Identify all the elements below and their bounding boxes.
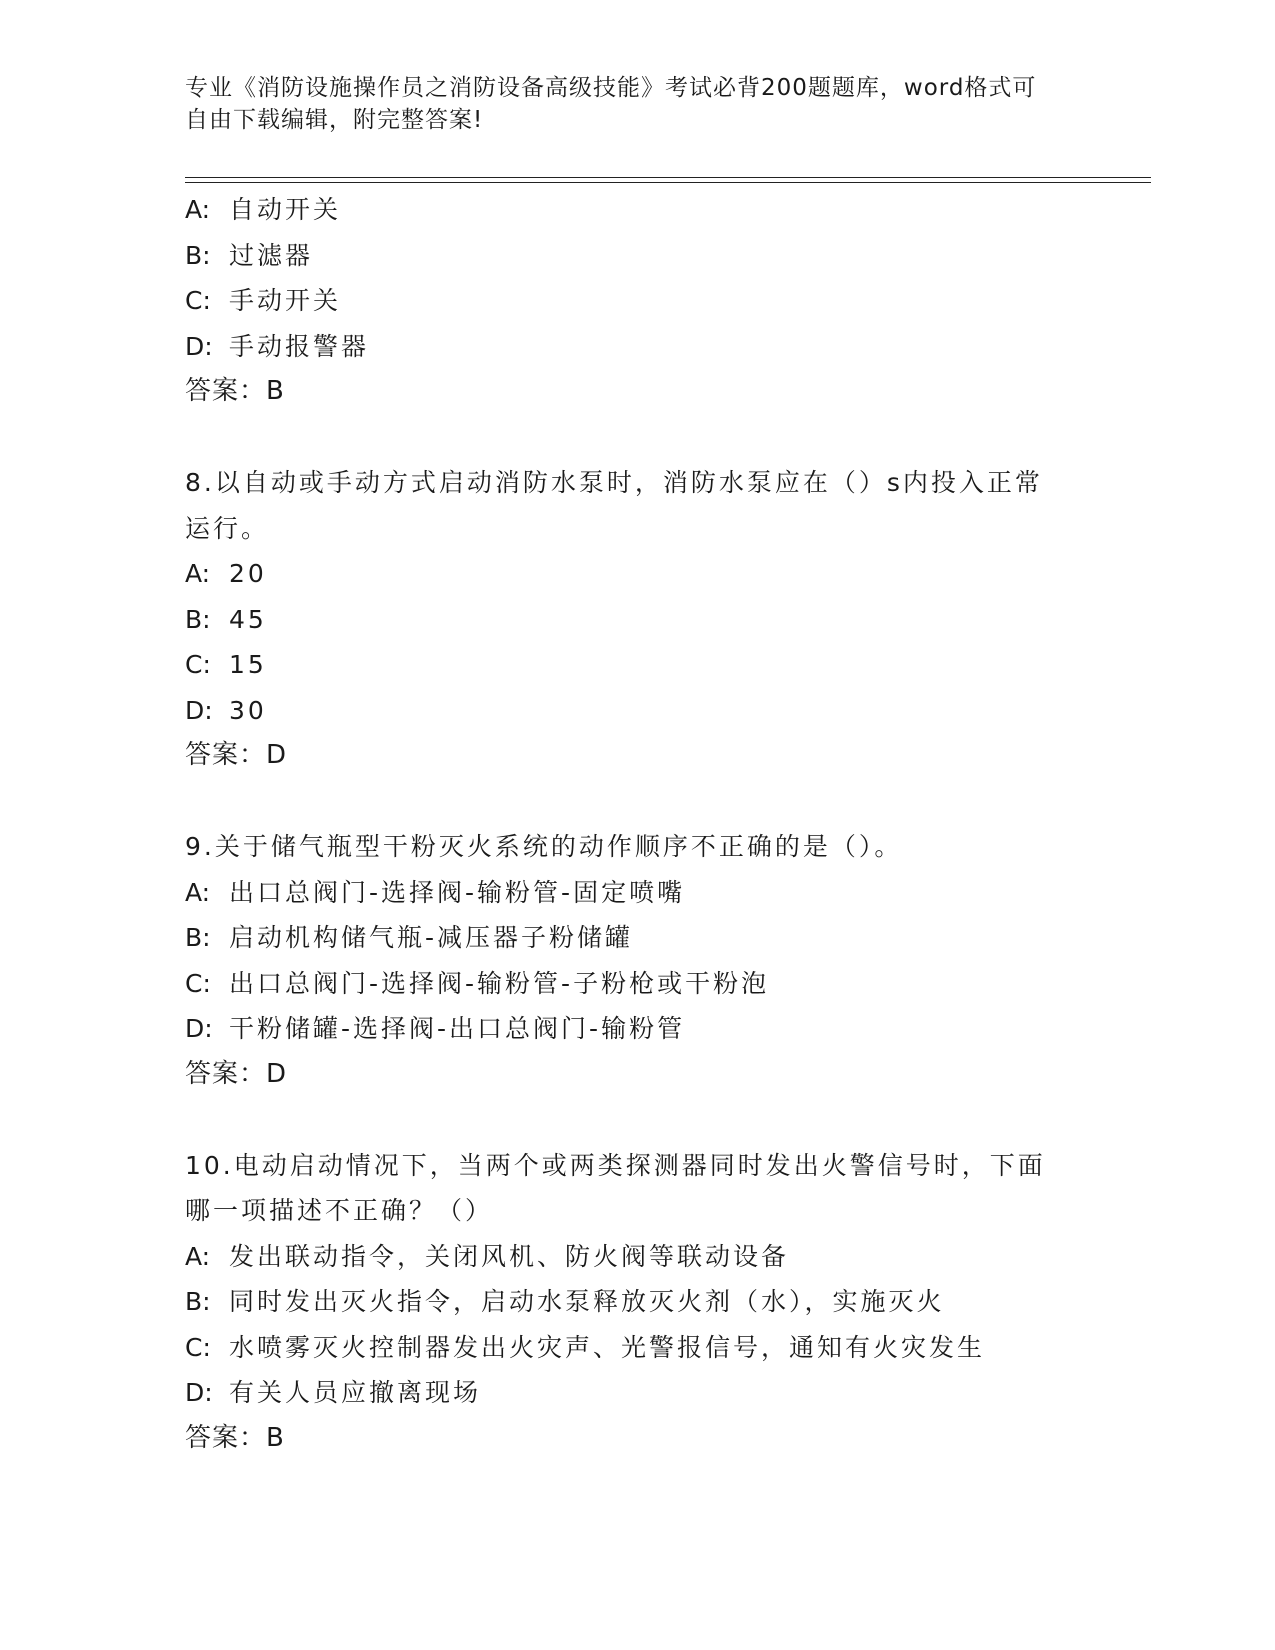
question-stem-cont: 运行。: [185, 513, 270, 543]
header-divider-top: [185, 177, 1151, 178]
answer: 答案：B: [185, 376, 285, 406]
option-c: C: 手动开关: [185, 286, 342, 315]
option-d: D: 有关人员应撤离现场: [185, 1378, 482, 1407]
option-a: A: 出口总阀门-选择阀-输粉管-固定喷嘴: [185, 877, 686, 907]
option-d: D: 30: [185, 695, 267, 725]
answer: 答案：D: [185, 740, 288, 770]
option-b: B: 过滤器: [185, 240, 314, 270]
option-d: D: 干粉储罐-选择阀-出口总阀门-输粉管: [185, 1014, 686, 1043]
header-line-1: 专业《消防设施操作员之消防设备高级技能》考试必背200题题库，word格式可: [185, 75, 1037, 101]
question-8: [185, 460, 1125, 779]
question-10: [185, 1143, 1125, 1462]
option-b: B: 45: [185, 604, 267, 634]
option-c: C: 水喷雾灭火控制器发出火灾声、光警报信号，通知有火灾发生: [185, 1332, 986, 1362]
question-stem-cont: 哪一项描述不正确？（）: [185, 1196, 494, 1225]
question-stem: 8.以自动或手动方式启动消防水泵时，消防水泵应在（）s内投入正常: [185, 468, 1043, 497]
question-stem: 10.电动启动情况下，当两个或两类探测器同时发出火警信号时，下面: [185, 1150, 1046, 1180]
question-list: [185, 187, 1125, 1461]
question-7: [185, 187, 1125, 415]
option-a: A: 20: [185, 559, 267, 588]
option-a: A: 自动开关: [185, 195, 342, 224]
answer: 答案：D: [185, 1058, 288, 1089]
question-stem: 9.关于储气瓶型干粉灭火系统的动作顺序不正确的是（）。: [185, 832, 903, 861]
option-c: C: 出口总阀门-选择阀-输粉管-子粉枪或干粉泡: [185, 968, 770, 998]
option-a: A: 发出联动指令，关闭风机、防火阀等联动设备: [185, 1241, 790, 1271]
document-header: [185, 72, 1085, 136]
option-b: B: 同时发出灭火指令，启动水泵释放灭火剂（水），实施灭火: [185, 1287, 945, 1316]
answer: 答案：B: [185, 1422, 285, 1453]
option-d: D: 手动报警器: [185, 331, 370, 361]
option-c: C: 15: [185, 650, 267, 679]
question-9: [185, 824, 1125, 1097]
header-line-2: 自由下载编辑，附完整答案!: [185, 107, 484, 133]
option-b: B: 启动机构储气瓶-减压器子粉储罐: [185, 923, 634, 952]
header-divider-bottom: [185, 182, 1151, 183]
